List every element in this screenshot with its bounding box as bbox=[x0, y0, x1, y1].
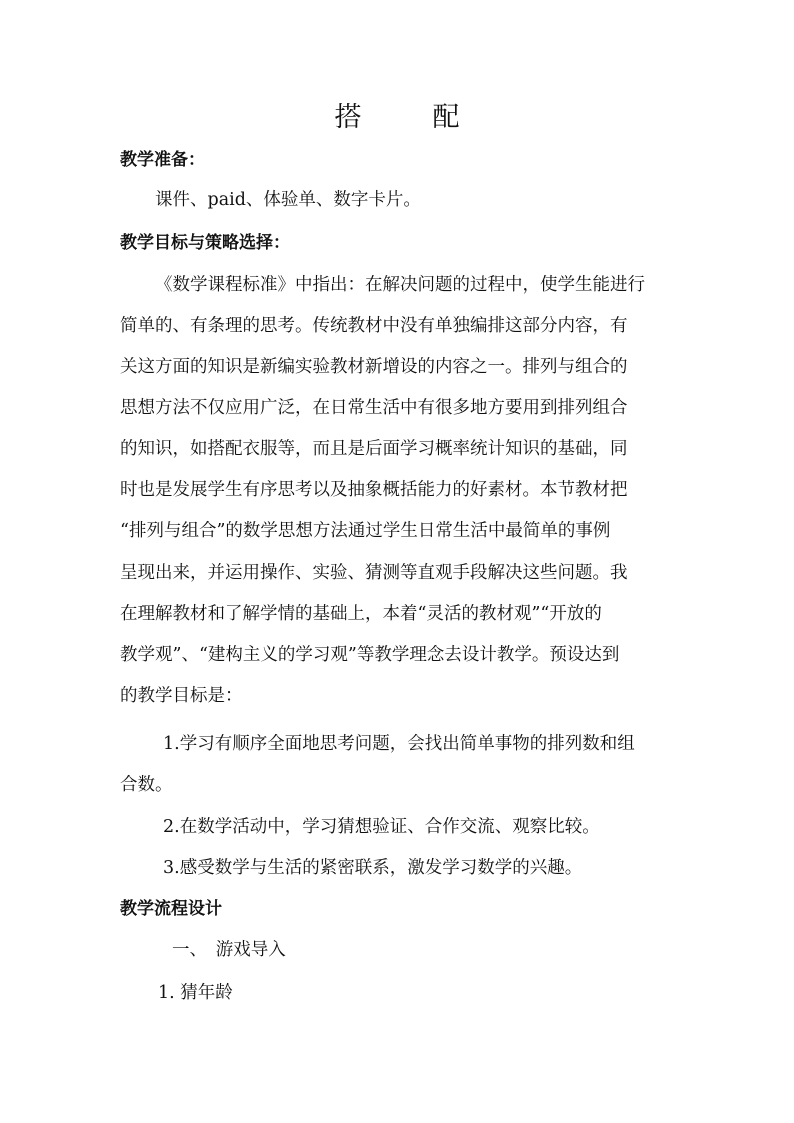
flow-item-1: 一、 游戏导入 bbox=[172, 940, 286, 960]
goals-paragraph-line: “排列与组合”的数学思想方法通过学生日常生活中最简单的事例 bbox=[120, 521, 611, 541]
goals-paragraph-line: 在理解教材和了解学情的基础上，本着“灵活的教材观”“开放的 bbox=[120, 604, 602, 624]
goals-paragraph-line: 的知识，如搭配衣服等，而且是后面学习概率统计知识的基础，同 bbox=[120, 439, 628, 459]
goals-paragraph-line: 呈现出来，并运用操作、实验、猜测等直观手段解决这些问题。我 bbox=[120, 563, 628, 583]
prep-heading: 教学准备： bbox=[120, 150, 205, 170]
goals-heading: 教学目标与策略选择： bbox=[120, 233, 290, 253]
goal-item-2: 2.在数学活动中，学习猜想验证、合作交流、观察比较。 bbox=[163, 817, 600, 837]
goals-paragraph-line: 时也是发展学生有序思考以及抽象概括能力的好素材。本节教材把 bbox=[120, 480, 628, 500]
prep-text: 课件、paid、体验单、数字卡片。 bbox=[155, 190, 421, 210]
goals-paragraph-line: 关这方面的知识是新编实验教材新增设的内容之一。排列与组合的 bbox=[120, 357, 628, 377]
goals-paragraph-line: 的教学目标是： bbox=[120, 686, 243, 706]
goals-paragraph-line: 教学观”、“建构主义的学习观”等教学理念去设计教学。预设达到 bbox=[120, 645, 620, 665]
flow-item-1-1: 1. 猜年龄 bbox=[158, 983, 233, 1003]
goals-paragraph-line: 简单的、有条理的思考。传统教材中没有单独编排这部分内容，有 bbox=[120, 316, 628, 336]
goals-paragraph-line: 《数学课程标准》中指出：在解决问题的过程中，使学生能进行 bbox=[155, 275, 645, 295]
goal-item-3: 3.感受数学与生活的紧密联系，激发学习数学的兴趣。 bbox=[163, 858, 583, 878]
page-title: 搭 配 bbox=[334, 102, 482, 133]
goals-paragraph-line: 思想方法不仅应用广泛，在日常生活中有很多地方要用到排列组合 bbox=[120, 398, 628, 418]
flow-heading: 教学流程设计 bbox=[120, 899, 222, 919]
goal-item-1: 1.学习有顺序全面地思考问题，会找出简单事物的排列数和组 bbox=[163, 734, 635, 754]
goal-item-1-continued: 合数。 bbox=[120, 775, 173, 795]
